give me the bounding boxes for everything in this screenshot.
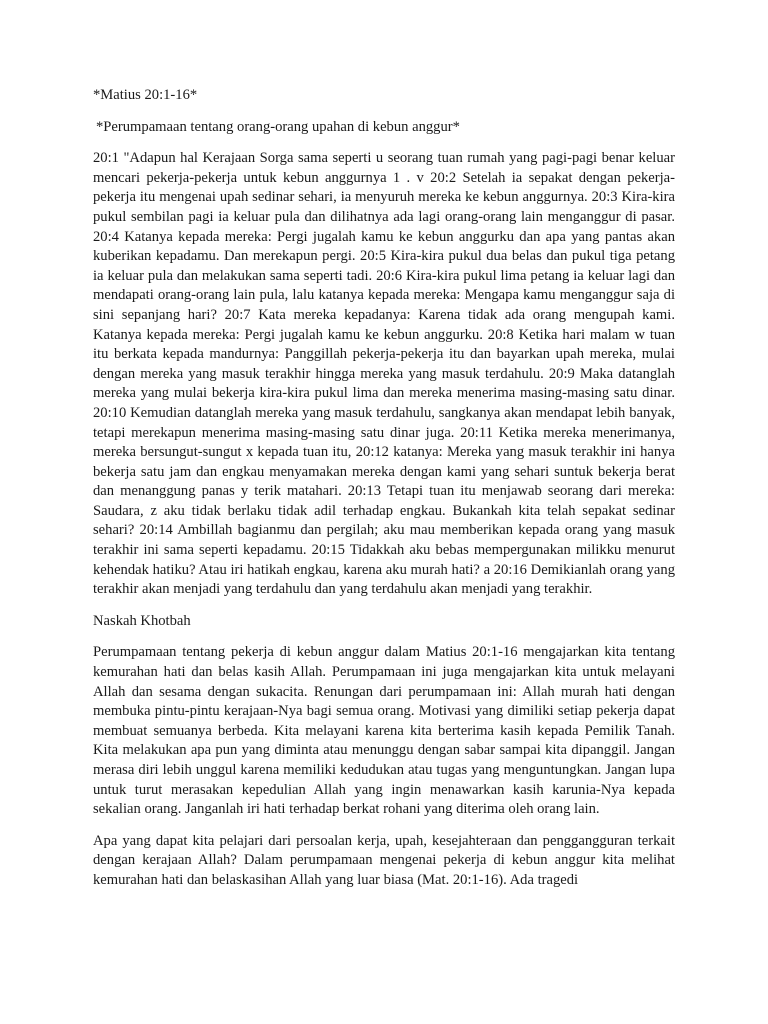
section-heading: Naskah Khotbah: [93, 612, 191, 629]
scripture-paragraph: 20:1 "Adapun hal Kerajaan Sorga sama seperti u seorang tuan rumah yang pagi-pagi benar keluar mencari pekerja-pekerja untuk kebun anggurnya 1 . v 20:2 Setelah ia sepakat dengan pekerja-pekerja itu mengenai upah sedinar sehari, ia menyuruh mereka ke kebun anggurnya. 20:3 Kira-kira pukul sembilan pagi ia keluar pula dan dilihatnya ada lagi orang-orang lain menganggur di pasar. 20:4 Katanya kepada mereka: Pergi jugalah kamu ke kebun anggurku dan apa yang pantas akan kuberikan kepadamu. Dan merekapun pergi. 20:5 Kira-kira pukul dua belas dan pukul tiga petang ia keluar pula dan melakukan sama seperti tadi. 20:6 Kira-kira pukul lima petang ia keluar lagi dan mendapati orang-orang lain pula, lalu katanya kepada mereka: Mengapa kamu menganggur saja di sini sepanjang hari? 20:7 Kata mereka kepadanya: Karena tidak ada orang mengupah kami. Katanya kepada mereka: Pergi jugalah kamu ke kebun anggurku. 20:8 Ketika hari malam w tuan itu berkata kepada mandurnya: Panggillah pekerja-pekerja itu dan bayarkan upah mereka, mulai dengan mereka yang masuk terakhir hingga mereka yang masuk terdahulu. 20:9 Maka datanglah mereka yang mulai bekerja kira-kira pukul lima dan mereka menerima masing-masing satu dinar. 20:10 Kemudian datanglah mereka yang masuk terdahulu, sangkanya akan mendapat lebih banyak, tetapi merekapun menerima masing-masing satu dinar juga. 20:11 Ketika mereka menerimanya, mereka bersungut-sungut x kepada tuan itu, 20:12 katanya: Mereka yang masuk terakhir ini hanya bekerja satu jam dan engkau menyamakan mereka dengan kami yang sehari suntuk bekerja berat dan menanggung panas y terik matahari. 20:13 Tetapi tuan itu menjawab seorang dari mereka: Saudara, z aku tidak berlaku tidak adil terhadap engkau. Bukankah kita telah sepakat sedinar sehari? 20:14 Ambillah bagianmu dan pergilah; aku mau memberikan kepada orang yang masuk terakhir ini sama seperti kepadamu. 20:15 Tidakkah aku bebas mempergunakan milikku menurut kehendak hatiku? Atau iri hatikah engkau, karena aku murah hati? a 20:16 Demikianlah orang yang terakhir akan menjadi yang terdahulu dan yang terdahulu akan menjadi yang terakhir.: [93, 150, 675, 598]
document-page: [93, 86, 675, 903]
document-subtitle: *Perumpamaan tentang orang-orang upahan di kebun anggur*: [96, 118, 460, 135]
document-title: *Matius 20:1-16*: [93, 87, 198, 103]
body-paragraph: Perumpamaan tentang pekerja di kebun anggur dalam Matius 20:1-16 mengajarkan kita tentang kemurahan hati dan belas kasih Allah. Perumpamaan ini juga mengajarkan kita untuk melayani Allah dan sesama dengan sukacita. Renungan dari perumpamaan ini: Allah murah hati dengan membuka pintu-pintu kerajaan-Nya bagi semua orang. Motivasi yang dimiliki setiap pekerja dapat membuat semuanya berbeda. Kita melayani karena kita berterima kasih kepada Pemilik Tanah. Kita melakukan apa pun yang diminta atau menunggu dengan sabar sampai kita dipanggil. Jangan merasa diri lebih unggul karena memiliki kedudukan atau tugas yang menguntungkan. Jangan lupa untuk turut merasakan kepedulian Allah yang ingin menawarkan kasih karunia-Nya kepada sekalian orang. Janganlah iri hati terhadap berkat rohani yang diterima oleh orang lain.: [93, 644, 675, 818]
body-paragraph: Apa yang dapat kita pelajari dari persoalan kerja, upah, kesejahteraan dan penggangguran terkait dengan kerajaan Allah? Dalam perumpamaan mengenai pekerja di kebun anggur kita melihat kemurahan hati dan belaskasihan Allah yang luar biasa (Mat. 20:1-16). Ada tragedi: [93, 832, 675, 888]
